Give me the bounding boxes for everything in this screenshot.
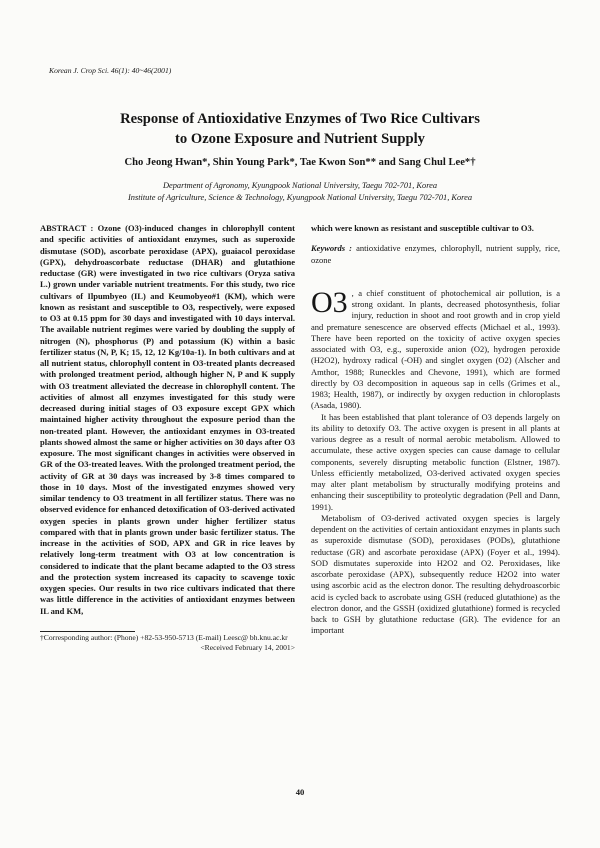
intro-paragraph-2: It has been established that plant tolerance of O3 depends largely on its ability to detoxify O3. The active oxygen is present in all plants at various degree as a result of normal aerobic metabolism. Allowed to accumulate, these active oxygen species can cause damage to cellular components, severely disrupting metabolic function (Elstner, 1987). Unless efficiently metabolized, O3-derived activated oxygen species may alter plant metabolism by structurally modifying proteins and enhancing their susceptibility to proteolytic degradation (Pell and Dann, 1991). (311, 411, 560, 512)
received-date: <Received February 14, 2001> (200, 643, 295, 652)
footnote (40, 633, 295, 653)
affiliations (40, 180, 560, 203)
title-line-2: to Ozone Exposure and Nutrient Supply (175, 131, 425, 147)
affiliation-2: Institute of Agriculture, Science & Technology, Kyungpook National University, Taegu 702-701, Korea (127, 192, 473, 202)
abstract-continuation: which were known as resistant and susceptible cultivar to O3. (311, 223, 534, 233)
journal-citation: Korean J. Crop Sci. 46(1): 40~46(2001) (49, 66, 172, 75)
footnote-rule (40, 631, 135, 632)
affiliation-1: Department of Agronomy, Kyungpook National University, Taegu 702-701, Korea (162, 181, 438, 190)
right-column (311, 223, 560, 637)
title-line-1: Response of Antioxidative Enzymes of Two Rice Cultivars (120, 111, 480, 127)
corresponding-author: †Corresponding author: (Phone) +82-53-950-5713 (E-mail) Leesc@ bh.knu.ac.kr (40, 633, 288, 642)
paper-title (60, 109, 540, 149)
author-list: Cho Jeong Hwan*, Shin Young Park*, Tae Kwon Son** and Sang Chul Lee*† (124, 157, 476, 168)
drop-cap: O3 (311, 285, 348, 319)
keywords (311, 243, 560, 266)
abstract-text: ABSTRACT : Ozone (O3)-induced changes in chlorophyll content and specific activities of antioxidant enzymes, such as superoxide dismutase (SOD), ascorbate peroxidase (APX), guaiacol peroxidase (GPX), dehydroascorbate reductase (DHAR) and glutathione reductase (GR) were investigated in two rice cultivars (Oryza sativa L.) grown under variable nutrient treatments. For this study, two rice cultivars of Ilpumbyeo (IL) and Keumobyeo#1 (KM), which were known as resistant and susceptible to O3, respectively, were exposed to O3 at 0.15 ppm for 30 days and investigated with 10 days interval. The available nutrient regimes were varied by doubling the supply of nitrogen (N), phosphorus (P) and potassium (K) within a basic fertilizer status (N, P, K; 15, 12, 12 Kg/10a-1). In both cultivars and at all nutrient status, chlorophyll content in O3-treated plants decreased with prolonged treatment period, although higher N, P and K supply with O3 treatment alleviated the decrease in chlorophyll content. The activities of almost all enzymes investigated for this study were decreased during initial stages of O3 exposure except GPX which maintained higher activity throughout the exposure period than the non-treated plant. However, the antioxidant enzymes in O3-treated plants showed almost the same or higher activities on 30 days after O3 exposure. The most significant changes in activities were observed in GR of the O3-treated leaves. With the prolonged treatment period, the activity of GR at 30 days was increased by 3-8 times compared to those in 10 days. Most of the investigated enzymes showed very similar tendency to O3 treatment in all fertilizer status. There was no observed evidence for enhanced detoxification of O3-derived activated oxygen species in plants grown under higher fertilizer status compared with that in plants grown under basic fertilizer status. The increase in the activities of SOD, APX and GR in rice leaves by relatively long-term treatment with O3 at low concentration is considered to indicate that the plant became adapted to the O3 stress and the protection system increased its capacity to scavenge toxic oxygen species. Our results in two rice cultivars indicated that there was little difference in the activities of antioxidant enzymes between IL and KM, (40, 223, 295, 616)
keywords-label: Keywords : (311, 243, 352, 254)
keywords-text: antioxidative enzymes, chlorophyll, nutrient supply, rice, ozone (311, 243, 560, 265)
intro-p1-text: , a chief constituent of photochemical air pollution, is a strong oxidant. In plants, decreased photosynthesis, foliar injury, reduction in shoot and root growth and in crop yield and premature senescence are observed effects (Michael et al., 1993). There have been reported on the toxicity of active oxygen species associated with O3, e.g., superoxide anion (O2), hydrogen peroxide (H2O2), hydroxy radical (-OH) and singlet oxygen (O2) (Alscher and Amthor, 1988; Runeckles and Chevone, 1991), which are formed directly by O3 decomposition in aqueous sap in cells (Grimes et al., 1983; Health, 1987), or indirectly by oxygen reduction in chloroplasts (Asada, 1980). (311, 287, 560, 411)
intro-paragraph-3: Metabolism of O3-derived activated oxygen species is largely dependent on the activities of certain antioxidant enzymes in plants such as superoxide dismutase (SOD), peroxidases (PODs), glutathione reductase (GR) and ascorbate peroxidase (APX) (Foyer et al., 1994). SOD dismutates superoxide into H2O2 and O2. Peroxidases, like ascorbate peroxidase (APX), subsequently reduce H2O2 into water using ascorbic acid as the electron donor. The resulting dehydroascorbic acid is cycled back to ascrobate using GSH (reduced glutathione) as the electron donor, and the GSSH (oxidized glutathione) formed is recycled back to GSH by glutathione reductase (GR). The evidence for an important (311, 512, 560, 636)
intro-paragraph-1 (311, 285, 560, 412)
left-column (40, 223, 295, 617)
page-number: 40 (295, 787, 305, 797)
